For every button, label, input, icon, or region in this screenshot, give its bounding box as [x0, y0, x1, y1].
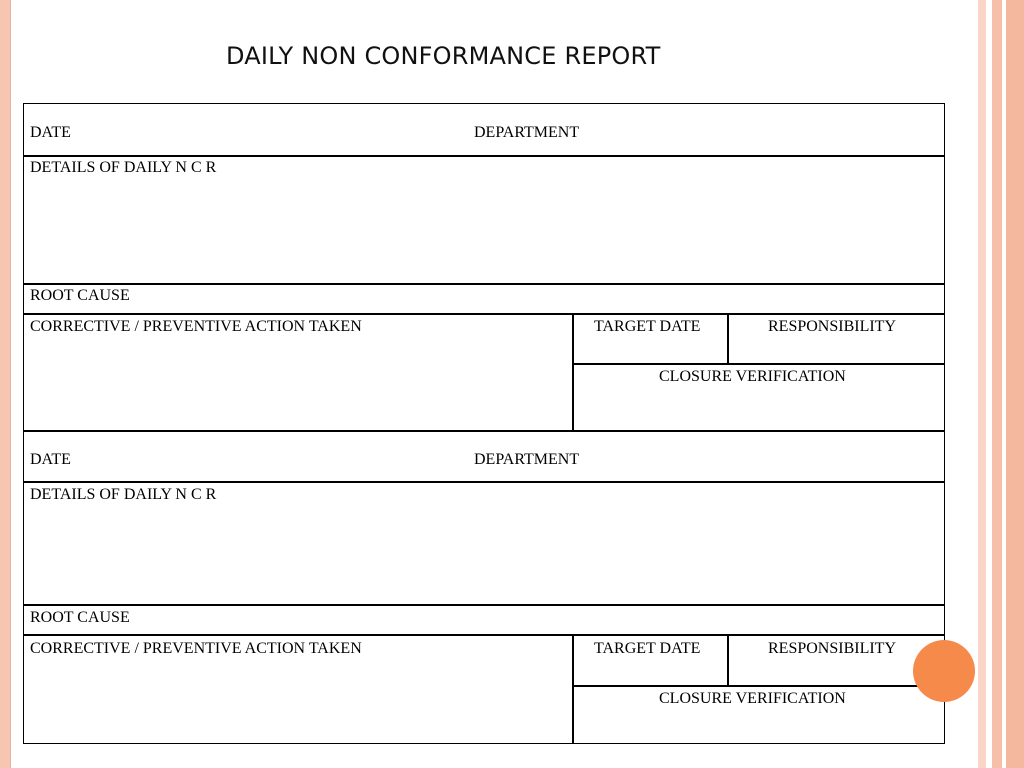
- column-divider: [572, 634, 574, 743]
- column-divider: [727, 313, 729, 363]
- target-date-label: TARGET DATE: [594, 640, 701, 657]
- column-divider: [727, 634, 729, 685]
- page-title: DAILY NON CONFORMANCE REPORT: [226, 42, 661, 70]
- corrective-action-label: CORRECTIVE / PREVENTIVE ACTION TAKEN: [30, 318, 362, 335]
- row-divider: [24, 155, 944, 157]
- closure-verification-label: CLOSURE VERIFICATION: [659, 690, 846, 707]
- target-date-label: TARGET DATE: [594, 318, 701, 335]
- date-label: DATE: [30, 124, 71, 141]
- row-divider: [572, 363, 944, 365]
- details-label: DETAILS OF DAILY N C R: [30, 159, 217, 176]
- section-divider: [24, 430, 944, 432]
- corrective-action-label: CORRECTIVE / PREVENTIVE ACTION TAKEN: [30, 640, 362, 657]
- root-cause-label: ROOT CAUSE: [30, 609, 130, 626]
- root-cause-label: ROOT CAUSE: [30, 287, 130, 304]
- decorative-circle: [913, 640, 975, 702]
- column-divider: [572, 313, 574, 431]
- slide-right-stripe: [978, 0, 986, 768]
- row-divider: [572, 685, 944, 687]
- slide-left-border: [0, 0, 10, 768]
- date-label: DATE: [30, 451, 71, 468]
- row-divider: [24, 481, 944, 483]
- details-label: DETAILS OF DAILY N C R: [30, 486, 217, 503]
- row-divider: [24, 634, 944, 636]
- department-label: DEPARTMENT: [474, 124, 580, 141]
- closure-verification-label: CLOSURE VERIFICATION: [659, 368, 846, 385]
- row-divider: [24, 604, 944, 606]
- responsibility-label: RESPONSIBILITY: [768, 640, 897, 657]
- ncr-form-table: [23, 103, 945, 744]
- department-label: DEPARTMENT: [474, 451, 580, 468]
- row-divider: [24, 313, 944, 315]
- responsibility-label: RESPONSIBILITY: [768, 318, 897, 335]
- row-divider: [24, 283, 944, 285]
- slide-right-stripe: [992, 0, 1002, 768]
- slide-right-stripe: [1006, 0, 1024, 768]
